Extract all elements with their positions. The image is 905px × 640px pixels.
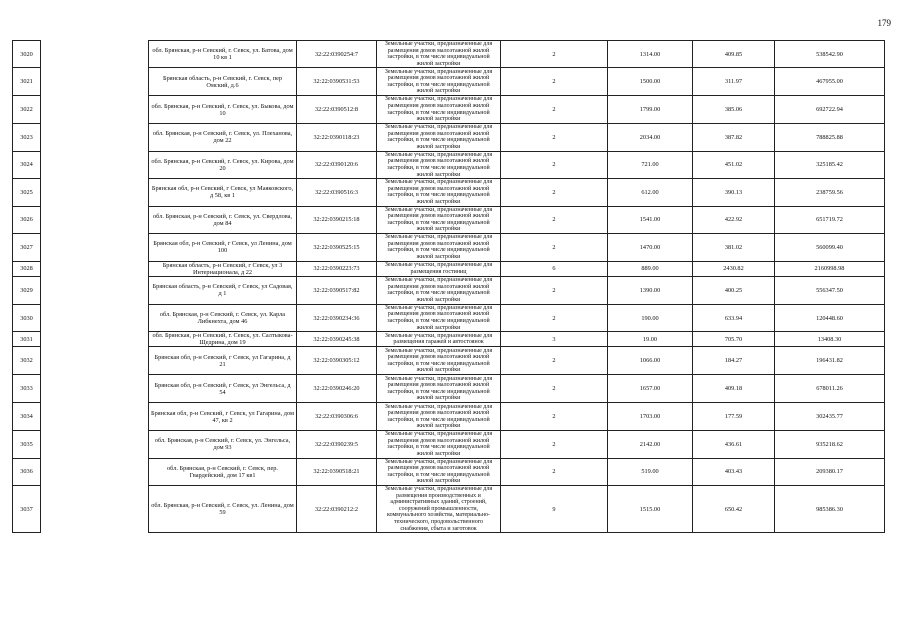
group-cell: 2 — [501, 68, 608, 96]
spacer-cell — [41, 96, 149, 123]
specific-value-cell: 705.70 — [693, 332, 775, 347]
land-use-cell: Земельные участки, предназначенные для размещения домов малоэтажной жилой застройки, в том числе индивидуальной жилой застройки — [377, 123, 501, 151]
row-number-cell: 3035 — [13, 431, 41, 458]
cadastral-number-cell: 32:22:0390246:20 — [297, 375, 377, 403]
land-use-cell: Земельные участки, предназначенные для размещения гаражей и автостоянок — [377, 332, 501, 347]
address-cell: обл. Брянская, р-н Севский, г. Севск, ул. Карла Либкнехта, дом 46 — [149, 304, 297, 331]
table-row — [13, 41, 885, 68]
cadastral-number-cell: 32:22:0390215:18 — [297, 206, 377, 233]
group-cell: 2 — [501, 151, 608, 178]
spacer-cell — [41, 179, 149, 206]
spacer-cell — [41, 403, 149, 431]
specific-value-cell: 177.59 — [693, 403, 775, 431]
cadastral-value-cell: 325185.42 — [775, 151, 885, 178]
area-cell: 19.00 — [608, 332, 693, 347]
land-use-cell: Земельные участки, предназначенные для размещения домов малоэтажной жилой застройки, в том числе индивидуальной жилой застройки — [377, 41, 501, 68]
cadastral-number-cell: 32:22:0390518:21 — [297, 458, 377, 485]
specific-value-cell: 650.42 — [693, 486, 775, 533]
land-use-cell: Земельные участки, предназначенные для размещения гостиниц — [377, 261, 501, 276]
land-use-cell: Земельные участки, предназначенные для размещения домов малоэтажной жилой застройки, в том числе индивидуальной жилой застройки — [377, 458, 501, 485]
group-cell: 2 — [501, 458, 608, 485]
land-use-cell: Земельные участки, предназначенные для размещения домов малоэтажной жилой застройки, в том числе индивидуальной жилой застройки — [377, 304, 501, 331]
address-cell: Брянская обл, р-н Севский, г Севск, ул Гагарина, д 21 — [149, 347, 297, 375]
address-cell: Брянская обл, р-н Севский, г Севск, ул Ленина, дом 100 — [149, 233, 297, 261]
land-use-cell: Земельные участки, предназначенные для размещения домов малоэтажной жилой застройки, в том числе индивидуальной жилой застройки — [377, 96, 501, 123]
address-cell: Брянская область, р-н Севский, г Севск, ул Садовая, д 1 — [149, 276, 297, 304]
land-use-cell: Земельные участки, предназначенные для размещения домов малоэтажной жилой застройки, в том числе индивидуальной жилой застройки — [377, 206, 501, 233]
address-cell: обл. Брянская, р-н Севский, г. Севск, ул. Ленина, дом 59 — [149, 486, 297, 533]
cadastral-number-cell: 32:22:0390512:8 — [297, 96, 377, 123]
table-row — [13, 332, 885, 347]
specific-value-cell: 385.06 — [693, 96, 775, 123]
specific-value-cell: 387.82 — [693, 123, 775, 151]
area-cell: 1799.00 — [608, 96, 693, 123]
area-cell: 721.00 — [608, 151, 693, 178]
cadastral-value-cell: 651719.72 — [775, 206, 885, 233]
cadastral-number-cell: 32:22:0390525:15 — [297, 233, 377, 261]
address-cell: Брянская область, р-н Севский, г Севск, ул 3 Интернационала, д 22 — [149, 261, 297, 276]
address-cell: обл. Брянская, р-н Севский, г. Севск, ул. Энгельса, дом 93 — [149, 431, 297, 458]
table-row — [13, 486, 885, 533]
cadastral-value-cell: 560099.40 — [775, 233, 885, 261]
area-cell: 2142.00 — [608, 431, 693, 458]
area-cell: 1515.00 — [608, 486, 693, 533]
specific-value-cell: 311.97 — [693, 68, 775, 96]
row-number-cell: 3028 — [13, 261, 41, 276]
row-number-cell: 3027 — [13, 233, 41, 261]
cadastral-number-cell: 32:22:0390212:2 — [297, 486, 377, 533]
spacer-cell — [41, 486, 149, 533]
cadastral-value-cell: 2160998.98 — [775, 261, 885, 276]
page-number: 179 — [877, 18, 891, 28]
specific-value-cell: 436.61 — [693, 431, 775, 458]
area-cell: 190.00 — [608, 304, 693, 331]
address-cell: обл. Брянская, р-н Севский, г. Севск, ул. Плеханова, дом 22 — [149, 123, 297, 151]
cadastral-value-cell: 935218.62 — [775, 431, 885, 458]
registry-table — [12, 40, 885, 533]
address-cell: обл. Брянская, р-н Севский, г. Севск, пер. Гвардейский, дом 17 кв1 — [149, 458, 297, 485]
area-cell: 1066.00 — [608, 347, 693, 375]
row-number-cell: 3029 — [13, 276, 41, 304]
address-cell: обл. Брянская, р-н Севский, г. Севск, ул. Кирова, дом 20 — [149, 151, 297, 178]
specific-value-cell: 2430.82 — [693, 261, 775, 276]
cadastral-value-cell: 985386.30 — [775, 486, 885, 533]
spacer-cell — [41, 375, 149, 403]
address-cell: Брянская обл, р-н Севский, г Севск, ул Энгельса, д 54 — [149, 375, 297, 403]
address-cell: Брянская область, р-н Севский, г. Севск, пер Омский, д.6 — [149, 68, 297, 96]
cadastral-number-cell: 32:22:0390120:6 — [297, 151, 377, 178]
specific-value-cell: 184.27 — [693, 347, 775, 375]
area-cell: 2034.00 — [608, 123, 693, 151]
area-cell: 1470.00 — [608, 233, 693, 261]
row-number-cell: 3023 — [13, 123, 41, 151]
cadastral-value-cell: 238759.56 — [775, 179, 885, 206]
address-cell: обл. Брянская, р-н Севский, г. Севск, ул. Батова, дом 10 кв 1 — [149, 41, 297, 68]
row-number-cell: 3021 — [13, 68, 41, 96]
group-cell: 2 — [501, 206, 608, 233]
specific-value-cell: 633.94 — [693, 304, 775, 331]
cadastral-number-cell: 32:22:0390516:3 — [297, 179, 377, 206]
address-cell: обл. Брянская, р-н Севский, г. Севск, ул. Быкова, дом 10 — [149, 96, 297, 123]
table-row — [13, 68, 885, 96]
table-row — [13, 304, 885, 331]
registry-body — [13, 41, 885, 533]
group-cell: 2 — [501, 347, 608, 375]
spacer-cell — [41, 276, 149, 304]
cadastral-value-cell: 556347.50 — [775, 276, 885, 304]
specific-value-cell: 390.13 — [693, 179, 775, 206]
table-row — [13, 261, 885, 276]
group-cell: 2 — [501, 179, 608, 206]
table-row — [13, 179, 885, 206]
table-row — [13, 431, 885, 458]
table-row — [13, 151, 885, 178]
area-cell: 1541.00 — [608, 206, 693, 233]
area-cell: 1703.00 — [608, 403, 693, 431]
group-cell: 2 — [501, 375, 608, 403]
row-number-cell: 3020 — [13, 41, 41, 68]
spacer-cell — [41, 261, 149, 276]
cadastral-number-cell: 32:22:0390306:6 — [297, 403, 377, 431]
cadastral-number-cell: 32:22:0390517:82 — [297, 276, 377, 304]
land-use-cell: Земельные участки, предназначенные для размещения домов малоэтажной жилой застройки, в том числе индивидуальной жилой застройки — [377, 68, 501, 96]
cadastral-number-cell: 32:22:0390531:53 — [297, 68, 377, 96]
cadastral-number-cell: 32:22:0390118:23 — [297, 123, 377, 151]
cadastral-value-cell: 13408.30 — [775, 332, 885, 347]
specific-value-cell: 381.02 — [693, 233, 775, 261]
land-use-cell: Земельные участки, предназначенные для размещения домов малоэтажной жилой застройки, в том числе индивидуальной жилой застройки — [377, 431, 501, 458]
cadastral-number-cell: 32:22:0390245:38 — [297, 332, 377, 347]
spacer-cell — [41, 68, 149, 96]
spacer-cell — [41, 151, 149, 178]
spacer-cell — [41, 304, 149, 331]
specific-value-cell: 400.25 — [693, 276, 775, 304]
cadastral-number-cell: 32:22:0390305:12 — [297, 347, 377, 375]
area-cell: 1314.00 — [608, 41, 693, 68]
group-cell: 9 — [501, 486, 608, 533]
area-cell: 1390.00 — [608, 276, 693, 304]
spacer-cell — [41, 332, 149, 347]
group-cell: 2 — [501, 276, 608, 304]
address-cell: Брянская обл, р-н Севский, г Севск, ул Маяковского, д 58, кв 1 — [149, 179, 297, 206]
group-cell: 2 — [501, 431, 608, 458]
group-cell: 2 — [501, 96, 608, 123]
address-cell: Брянская обл, р-н Севский, г Севск, ул Гагарина, дом 47, кв 2 — [149, 403, 297, 431]
cadastral-value-cell: 302435.77 — [775, 403, 885, 431]
cadastral-number-cell: 32:22:0390254:7 — [297, 41, 377, 68]
land-use-cell: Земельные участки, предназначенные для размещения домов малоэтажной жилой застройки, в том числе индивидуальной жилой застройки — [377, 347, 501, 375]
specific-value-cell: 409.18 — [693, 375, 775, 403]
land-use-cell: Земельные участки, предназначенные для размещения производственных и административных зданий, строений, сооружений промышленности, коммунального хозяйства, материально-технического, продовольственного снабжения, сбыта и заготовок — [377, 486, 501, 533]
table-row — [13, 347, 885, 375]
group-cell: 2 — [501, 41, 608, 68]
spacer-cell — [41, 123, 149, 151]
cadastral-number-cell: 32:22:0390223:73 — [297, 261, 377, 276]
group-cell: 3 — [501, 332, 608, 347]
group-cell: 2 — [501, 233, 608, 261]
group-cell: 2 — [501, 403, 608, 431]
cadastral-value-cell: 467955.00 — [775, 68, 885, 96]
land-use-cell: Земельные участки, предназначенные для размещения домов малоэтажной жилой застройки, в том числе индивидуальной жилой застройки — [377, 233, 501, 261]
spacer-cell — [41, 458, 149, 485]
spacer-cell — [41, 41, 149, 68]
table-row — [13, 123, 885, 151]
land-use-cell: Земельные участки, предназначенные для размещения домов малоэтажной жилой застройки, в том числе индивидуальной жилой застройки — [377, 403, 501, 431]
row-number-cell: 3025 — [13, 179, 41, 206]
row-number-cell: 3026 — [13, 206, 41, 233]
address-cell: обл. Брянская, р-н Севский, г. Севск, ул. Свердлова, дом 84 — [149, 206, 297, 233]
cadastral-value-cell: 788825.88 — [775, 123, 885, 151]
land-use-cell: Земельные участки, предназначенные для размещения домов малоэтажной жилой застройки, в том числе индивидуальной жилой застройки — [377, 375, 501, 403]
row-number-cell: 3030 — [13, 304, 41, 331]
row-number-cell: 3032 — [13, 347, 41, 375]
group-cell: 6 — [501, 261, 608, 276]
row-number-cell: 3024 — [13, 151, 41, 178]
cadastral-value-cell: 196431.82 — [775, 347, 885, 375]
address-cell: обл. Брянская, р-н Севский, г. Севск, ул. Салтыкова-Щедрина, дом 19 — [149, 332, 297, 347]
cadastral-value-cell: 678011.26 — [775, 375, 885, 403]
row-number-cell: 3037 — [13, 486, 41, 533]
spacer-cell — [41, 206, 149, 233]
land-use-cell: Земельные участки, предназначенные для размещения домов малоэтажной жилой застройки, в том числе индивидуальной жилой застройки — [377, 276, 501, 304]
cadastral-value-cell: 209380.17 — [775, 458, 885, 485]
table-row — [13, 206, 885, 233]
land-use-cell: Земельные участки, предназначенные для размещения домов малоэтажной жилой застройки, в том числе индивидуальной жилой застройки — [377, 179, 501, 206]
table-row — [13, 276, 885, 304]
row-number-cell: 3034 — [13, 403, 41, 431]
cadastral-value-cell: 692722.94 — [775, 96, 885, 123]
row-number-cell: 3022 — [13, 96, 41, 123]
row-number-cell: 3031 — [13, 332, 41, 347]
cadastral-value-cell: 120448.60 — [775, 304, 885, 331]
area-cell: 519.00 — [608, 458, 693, 485]
land-use-cell: Земельные участки, предназначенные для размещения домов малоэтажной жилой застройки, в том числе индивидуальной жилой застройки — [377, 151, 501, 178]
spacer-cell — [41, 233, 149, 261]
cadastral-value-cell: 538542.90 — [775, 41, 885, 68]
table-row — [13, 403, 885, 431]
row-number-cell: 3033 — [13, 375, 41, 403]
spacer-cell — [41, 347, 149, 375]
specific-value-cell: 451.02 — [693, 151, 775, 178]
area-cell: 612.00 — [608, 179, 693, 206]
area-cell: 1500.00 — [608, 68, 693, 96]
cadastral-number-cell: 32:22:0390234:36 — [297, 304, 377, 331]
spacer-cell — [41, 431, 149, 458]
specific-value-cell: 409.85 — [693, 41, 775, 68]
row-number-cell: 3036 — [13, 458, 41, 485]
cadastral-number-cell: 32:22:0390239:5 — [297, 431, 377, 458]
area-cell: 889.00 — [608, 261, 693, 276]
specific-value-cell: 403.43 — [693, 458, 775, 485]
specific-value-cell: 422.92 — [693, 206, 775, 233]
table-row — [13, 375, 885, 403]
table-row — [13, 233, 885, 261]
table-row — [13, 458, 885, 485]
table-row — [13, 96, 885, 123]
area-cell: 1657.00 — [608, 375, 693, 403]
group-cell: 2 — [501, 304, 608, 331]
group-cell: 2 — [501, 123, 608, 151]
